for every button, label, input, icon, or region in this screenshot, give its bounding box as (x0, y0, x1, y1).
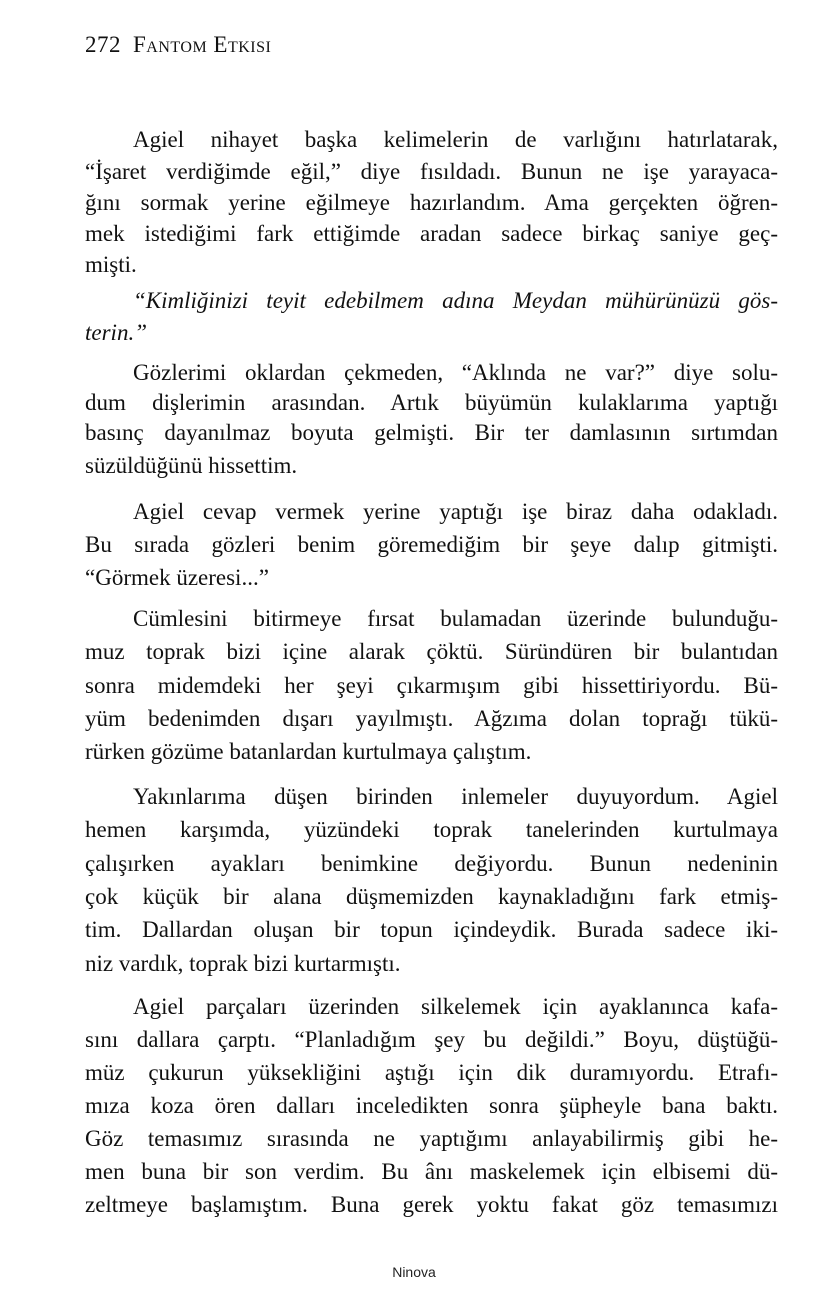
text-line: Yakınlarıma düşen birinden inlemeler duyuyordum. Agiel (133, 784, 778, 809)
italic-text-line: “Kimliğinizi teyit edebilmem adına Meydan mühürünüzü gös- (133, 288, 778, 313)
text-line: zeltmeye başlamıştım. Buna gerek yoktu fakat göz temasımızı (85, 1192, 778, 1217)
text-line: tim. Dallardan oluşan bir topun içindeydik. Burada sadece iki- (85, 917, 778, 942)
italic-text-line: terin.” (85, 320, 147, 345)
text-line: sını dallara çarptı. “Planladığım şey bu değildi.” Boyu, düştüğü- (85, 1027, 778, 1052)
text-line: Cümlesini bitirmeye fırsat bulamadan üzerinde bulunduğu- (133, 606, 778, 631)
running-header (85, 32, 271, 58)
text-line: rürken gözüme batanlardan kurtulmaya çalıştım. (85, 739, 532, 764)
text-line: Agiel nihayet başka kelimelerin de varlığını hatırlatarak, (133, 127, 778, 152)
text-line: müz çukurun yüksekliğini aştığı için dik duramıyordu. Etrafı- (85, 1060, 778, 1085)
text-line: Göz temasımız sırasında ne yaptığımı anlayabilirmiş gibi he- (85, 1126, 778, 1151)
text-line: muz toprak bizi içine alarak çöktü. Süründüren bir bulantıdan (85, 639, 778, 664)
text-line: Agiel cevap vermek yerine yaptığı işe biraz daha odakladı. (133, 499, 778, 524)
text-line: basınç dayanılmaz boyuta gelmişti. Bir ter damlasının sırtımdan (85, 420, 778, 445)
text-line: mişti. (85, 252, 137, 277)
text-line: ğını sormak yerine eğilmeye hazırlandım. Ama gerçekten öğren- (85, 190, 778, 215)
text-line: Bu sırada gözleri benim göremediğim bir şeye dalıp gitmişti. (85, 532, 778, 557)
text-line: “İşaret verdiğimde eğil,” diye fısıldadı. Bunun ne işe yarayaca- (85, 159, 778, 184)
text-line: mek istediğimi fark ettiğimde aradan sadece birkaç saniye geç- (85, 221, 778, 246)
text-line: men buna bir son verdim. Bu ânı maskelemek için elbisemi dü- (85, 1159, 778, 1184)
book-title: Fantom Etkisi (133, 32, 272, 57)
text-line: çalışırken ayakları benimkine değiyordu. Bunun nedeninin (85, 851, 778, 876)
text-line: “Görmek üzeresi...” (85, 565, 269, 590)
text-line: niz vardık, toprak bizi kurtarmıştı. (85, 951, 401, 976)
text-line: dum dişlerimin arasından. Artık büyümün kulaklarıma yaptığı (85, 390, 778, 415)
text-line: hemen karşımda, yüzündeki toprak tanelerinden kurtulmaya (85, 817, 778, 842)
watermark: Ninova (392, 1264, 436, 1280)
text-line: Gözlerimi oklardan çekmeden, “Aklında ne var?” diye solu- (133, 360, 778, 385)
page-number: 272 (85, 32, 121, 57)
text-line: çok küçük bir alana düşmemizden kaynakladığını fark etmiş- (85, 884, 778, 909)
text-line: Agiel parçaları üzerinden silkelemek için ayaklanınca kafa- (133, 994, 778, 1019)
text-line: yüm bedenimden dışarı yayılmıştı. Ağzıma dolan toprağı tükü- (85, 706, 778, 731)
text-line: süzüldüğünü hissettim. (85, 453, 298, 478)
text-line: sonra midemdeki her şeyi çıkarmışım gibi hissettiriyordu. Bü- (85, 673, 778, 698)
text-line: mıza koza ören dalları inceledikten sonra şüpheyle bana baktı. (85, 1093, 778, 1118)
